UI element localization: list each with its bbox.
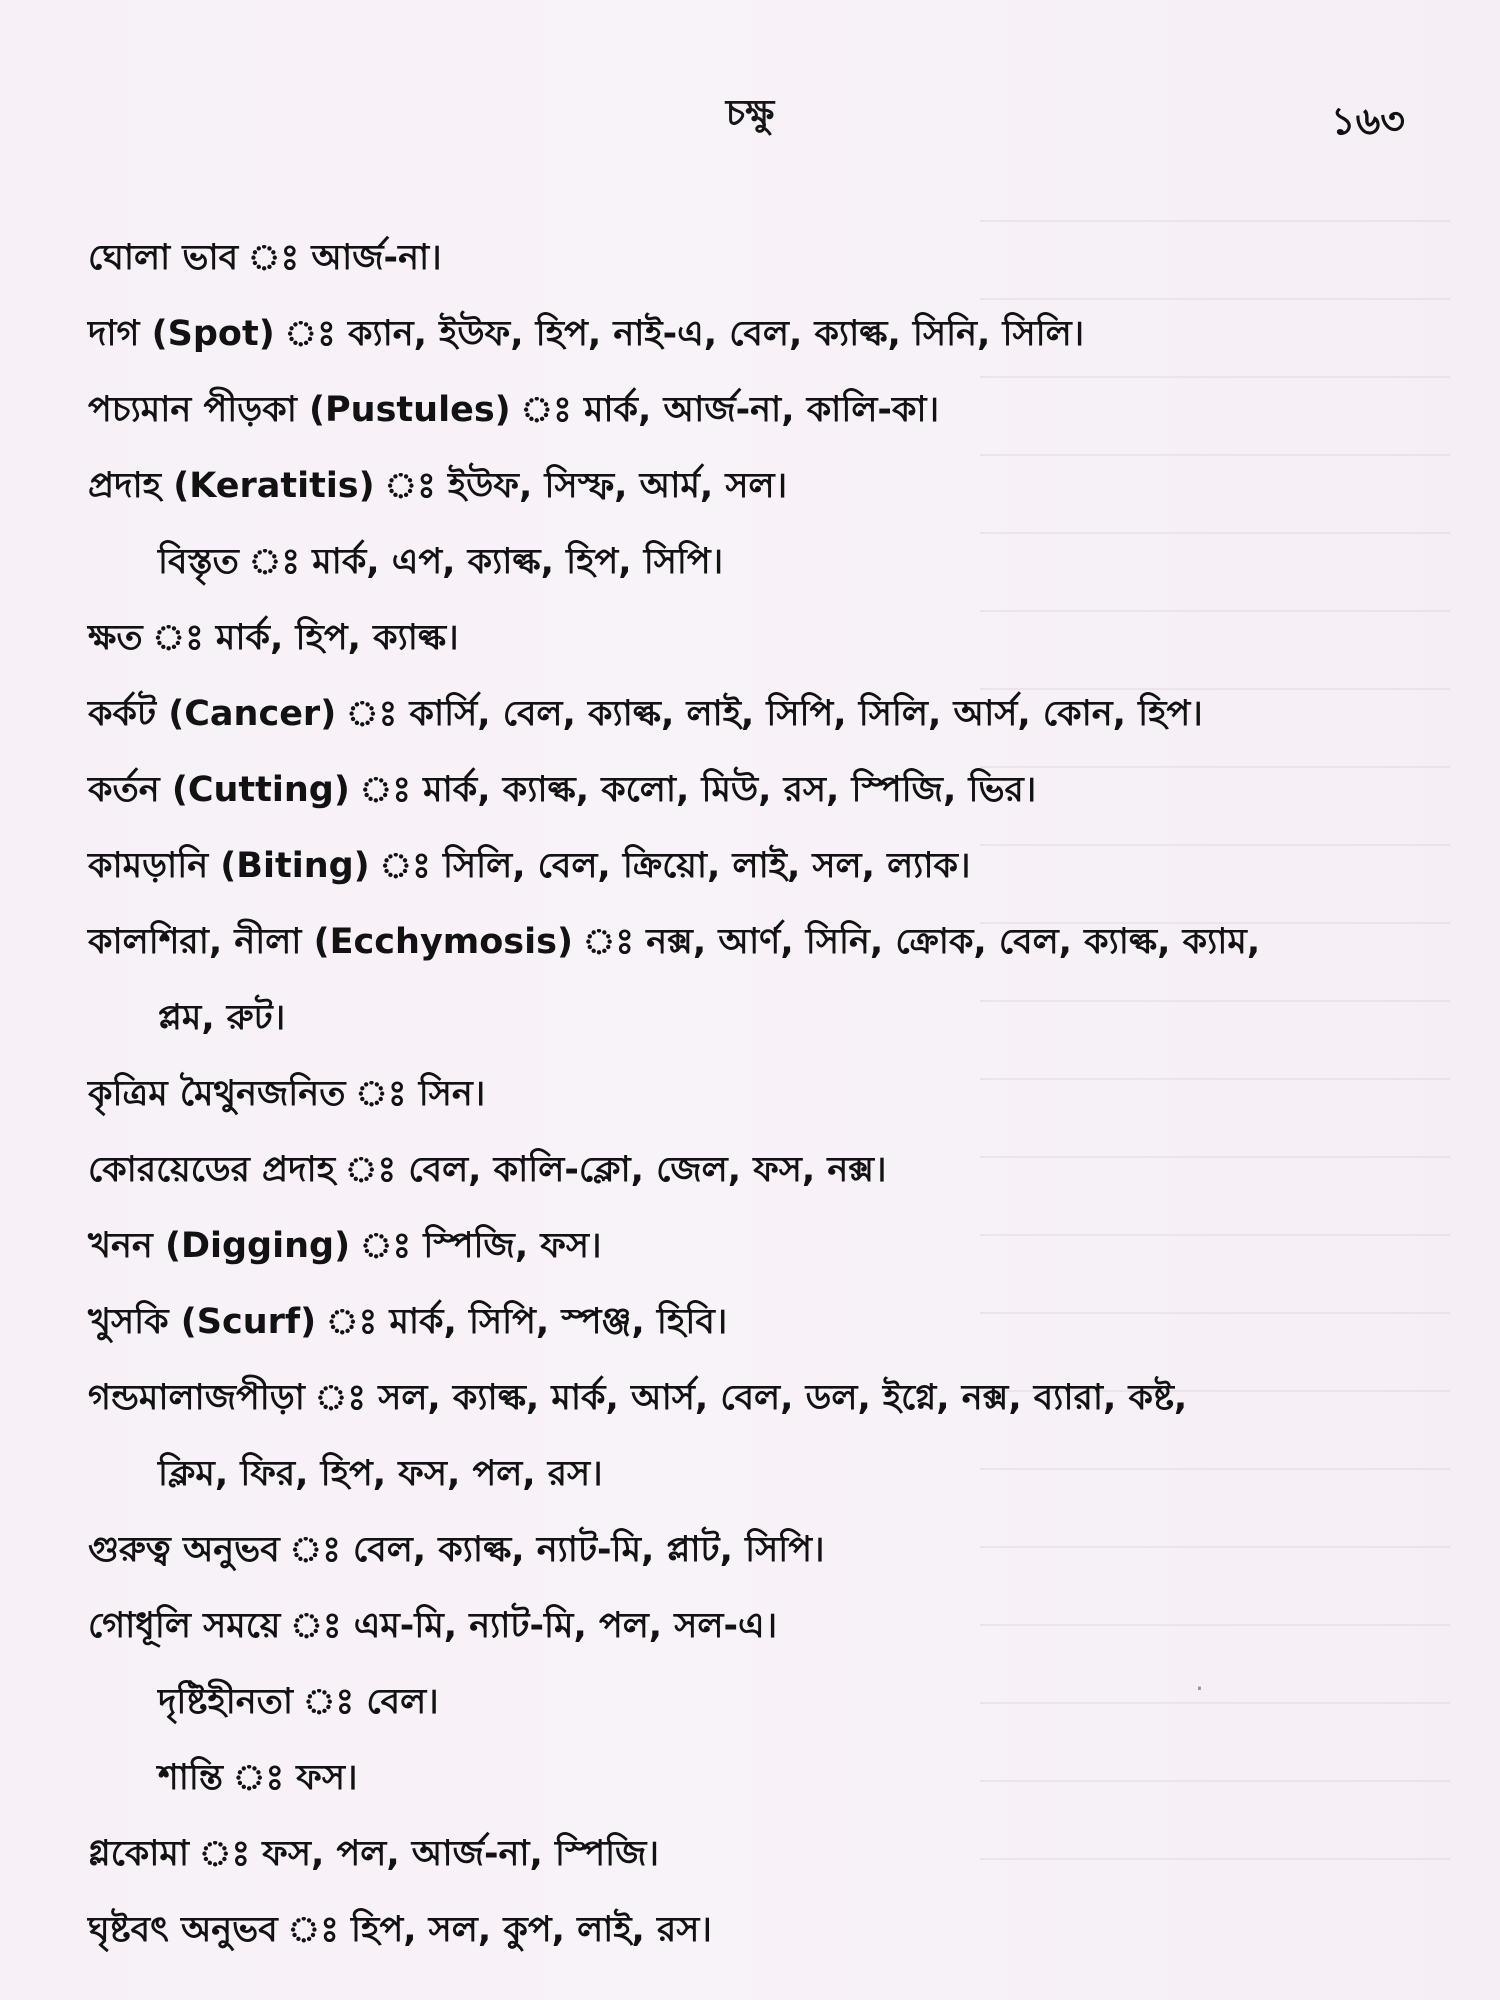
entry-line: গোধূলি সময়ে ঃ এম-মি, ন্যাট-মি, পল, সল-এ। (88, 1606, 778, 1646)
page-title: চক্ষু (725, 93, 775, 134)
entry-line: ঘৃষ্টবৎ অনুভব ঃ হিপ, সল, কুপ, লাই, রস। (88, 1910, 712, 1950)
entry-continuation: ক্লিম, ফির, হিপ, ফস, পল, রস। (158, 1454, 603, 1494)
entry-line: গুরুত্ব অনুভব ঃ বেল, ক্যাল্ক, ন্যাট-মি, প্লাট, সিপি। (88, 1530, 825, 1570)
sub-entry-line: দৃষ্টিহীনতা ঃ বেল। (158, 1682, 439, 1722)
entry-line: প্রদাহ (Keratitis) ঃ ইউফ, সিস্ফ, আর্ম, সল। (88, 466, 788, 506)
entry-line: কর্তন (Cutting) ঃ মার্ক, ক্যাল্ক, কলো, মিউ, রস, স্পিজি, ভির। (88, 770, 1037, 810)
entry-line: গ্লকোমা ঃ ফস, পল, আর্জ-না, স্পিজি। (88, 1834, 659, 1874)
entry-line: ক্ষত ঃ মার্ক, হিপ, ক্যাল্ক। (88, 618, 459, 658)
sub-entry-line: শান্তি ঃ ফস। (158, 1758, 358, 1798)
entry-line: খুসকি (Scurf) ঃ মার্ক, সিপি, স্পঞ্জ, হিবি। (88, 1302, 728, 1342)
entry-line: গন্ডমালাজপীড়া ঃ সল, ক্যাল্ক, মার্ক, আর্স, বেল, ডল, ইগ্নে, নক্স, ব্যারা, কষ্ট, (88, 1378, 1188, 1418)
entry-line: দাগ (Spot) ঃ ক্যান, ইউফ, হিপ, নাই-এ, বেল, ক্যাল্ক, সিনি, সিলি। (88, 314, 1085, 354)
entry-list (88, 220, 1418, 1968)
entry-line: কৃত্রিম মৈথুনজনিত ঃ সিন। (88, 1074, 486, 1114)
sub-entry-line: বিস্তৃত ঃ মার্ক, এপ, ক্যাল্ক, হিপ, সিপি। (158, 542, 724, 582)
entry-line: কর্কট (Cancer) ঃ কার্সি, বেল, ক্যাল্ক, লাই, সিপি, সিলি, আর্স, কোন, হিপ। (88, 694, 1203, 734)
entry-line: কামড়ানি (Biting) ঃ সিলি, বেল, ক্রিয়ো, লাই, সল, ল্যাক। (88, 846, 971, 886)
page-number: ১৬৩ (1330, 99, 1405, 143)
entry-line: কালশিরা, নীলা (Ecchymosis) ঃ নক্স, আর্ণ, সিনি, ক্রোক, বেল, ক্যাল্ক, ক্যাম, (88, 922, 1261, 962)
entry-line: খনন (Digging) ঃ স্পিজি, ফস। (88, 1226, 602, 1266)
entry-line: কোরয়েডের প্রদাহ ঃ বেল, কালি-ক্লো, জেল, ফস, নক্স। (88, 1150, 887, 1190)
entry-line: পচ্যমান পীড়কা (Pustules) ঃ মার্ক, আর্জ-না, কালি-কা। (88, 390, 940, 430)
entry-line: ঘোলা ভাব ঃ আর্জ-না। (88, 238, 442, 278)
stray-mark: · (1195, 1672, 1204, 1705)
entry-continuation: প্লম, রুট। (158, 998, 286, 1038)
